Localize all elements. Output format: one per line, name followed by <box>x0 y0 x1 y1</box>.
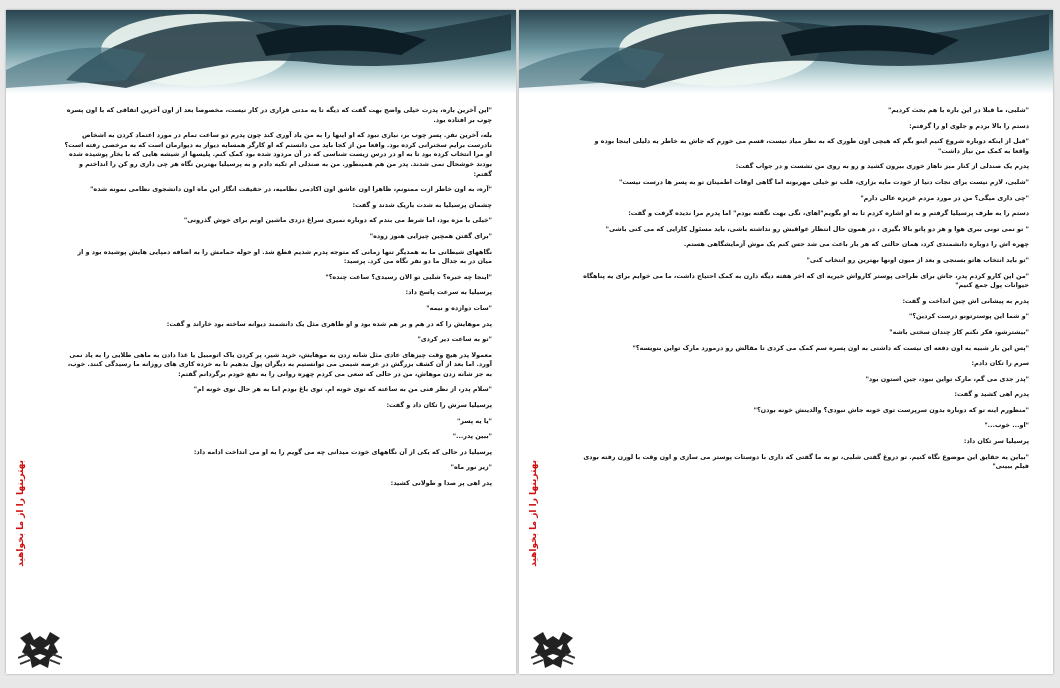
paragraph: "ببین پدر..." <box>452 432 492 441</box>
paragraph: نگاههای شیطانی ما به همدیگر تنها زمانی که متوجه پدرم شدیم قطع شد. او حوله حمامش را به اضافه دمپایی هایش پوشیده بود و از میان در به جدال ما دو نفر نگاه می کرد. پرسید: <box>77 247 492 266</box>
page-text <box>577 106 1029 478</box>
paragraph: "آره، به اون خاطر ازت ممنونم، ظاهرا اون عاشق اون اکادمی نظامیه، در حقیقت انگار این ماه اون دانشجوی نظامی نمونه شده" <box>90 185 492 194</box>
paragraph: "این آخرین باره، پدرت خیلی واضح بهت گفت که دیگه تا یه مدتی قراری در کار نیست، مخصوصا بعد از اون آخرین اتفاقی که با اون پسره چوب بر افتاده بود. <box>66 106 492 124</box>
paragraph: "شلبی، لازم نیست برای نجات دنیا از خودت مایه بزاری، قلب تو خیلی مهربونه اما گاهی اوقات اطمینان تو به پسر ها درست نیست" <box>619 177 1029 186</box>
paragraph: چشمان پرسیلیا به شدت باریک شدند و گفت: <box>352 200 492 209</box>
paragraph: پدرم به پیشانی اش چین انداخت و گفت: <box>902 296 1029 305</box>
paragraph: "بیشترشو، فکر نکنم کار چندان سختی باشه" <box>889 327 1029 336</box>
paragraph: "پدر جدی می گم، مارک تواین نبود، جین استون بود" <box>865 374 1029 383</box>
paragraph: "تو به ساعت دیر کردی" <box>417 335 492 344</box>
paragraph: پدرم اهی کشید و گفت: <box>954 390 1029 399</box>
document-page-right <box>519 10 1053 674</box>
wolf-medallion-logo-icon <box>18 628 62 672</box>
paragraph: بله، آخرین نفر. پسر چوب بر، نیازی نبود که او اینها را به من یاد آوری کند چون پدرم دو ساعت تمام در مورد اعتماد کردن به اشخاص نادرست برایم سخنرانی کرده بود. واقعا من از کجا باید می دانستم که او کارگر همسایه دیوار به دیوارمان است که به مرخصی رفته است؟ او مرا انتخاب کرده بود تا به او در درس زیست شناسی که در آن مردود شده بود کمک کنم. پلیسها از شیشه هایی که با بخار پوشیده شده بودند خوشحال نمی شدند. پدر من هم همینطور. من به صندلی ام تکیه دادم و به پرسیلیا بهترین نگاه هر چی داری رو کن را انداختم و گفتم: <box>64 131 492 178</box>
paragraph: "زیر نور ماه" <box>450 463 492 472</box>
paragraph: دستم را بالا بردم و جلوی او را گرفتم: <box>909 121 1029 130</box>
paragraph: "قبل از اینکه دوباره شروع کنیم اینو بگم که هیچی اون طوری که به نظر میاد نیست، قسم می خورم که جاش به خاطر یه دلیلی اینجا بوده و واقعا به کمک من نیاز داشت" <box>594 137 1029 155</box>
paragraph: پرسیلیا سر تکان داد: <box>963 437 1029 446</box>
paragraph: چهره اش را دوباره دانشمندی کرد، همان حالتی که هر بار باعث می شد حس کنم یک موش آزمایشگاهی هستم. <box>683 240 1029 249</box>
paragraph: پدرم یک صندلی از کنار میز ناهار خوری بیرون کشید و رو به روی من نشست و در جواب گفت: <box>735 162 1029 171</box>
paragraph: پدر اهی پر صدا و طولانی کشید: <box>390 479 492 488</box>
paragraph: "سلام پدر، از نظر فنی من به ساعته که توی خونه ام. توی باغ بودم اما به هر حال توی خونه ام" <box>193 385 492 394</box>
paragraph: "پس این بار شبیه به اون دفعه ای نیست که داشتی به اون پسره سم کمک می کردی تا مقالش رو درمورد مارک تواین بنویسه؟" <box>632 343 1029 352</box>
document-page-left <box>6 10 516 674</box>
paragraph: "بیاین یه حقایق این موضوع نگاه کنیم. تو دروغ گفتی شلبی، تو به ما گفتی که داری با دوستات پوستر می سازی و اون وقت با لورن رفته بودی فیلم ببینی" <box>583 452 1029 471</box>
paragraph: "و شما این پوسترتونو درست کردین؟" <box>909 312 1029 321</box>
wolf-medallion-logo-icon <box>531 628 575 672</box>
paragraph: سرم را تکان دادم: <box>971 359 1029 368</box>
paragraph: "او... خوب..." <box>984 421 1029 430</box>
paragraph: پرسیلیا در حالی که یکی از آن نگاههای خودت میدانی چه می گویم را به او می انداخت ادامه داد: <box>193 447 492 456</box>
paragraph: "شلبی، ما قبلا در این باره با هم بحث کردیم" <box>887 106 1029 114</box>
paragraph: "خیلی با مزه بود، اما شرط می بندم که دوباره نمیری سراغ دزدی ماشین اونم برای خوش گذرونی" <box>183 216 492 225</box>
paragraph: "تو باید انتخاب هاتو بسنجی و بعد از میون اونها بهترین رو انتخاب کنی" <box>806 255 1029 264</box>
page-text <box>64 106 492 495</box>
paragraph: پرسیلیا به سرعت پاسخ داد: <box>405 288 492 297</box>
paragraph: "برای گفتن همچین چیزایی هنوز زوده" <box>369 231 492 240</box>
dragon-banner <box>6 10 516 94</box>
paragraph: "چی داری میگی؟ من در مورد مردم غریزه عالی دارم" <box>860 193 1029 202</box>
paragraph: "یا یه پسر" <box>456 416 492 425</box>
paragraph: " تو نمی تونی ببری هوا و هر دو پاتو بالا بگیری ، در همون حال انتظار عواقبش رو نداشته باشی، باید مسئول کارایی که می کنی باشی" <box>605 224 1029 233</box>
side-watermark-text: بهترینها را از ما بخواهید <box>16 460 26 567</box>
paragraph: "من این کارو کردم پدر، جاش برای طراحی پوستر کارواش خیریه ای که اخر هفته دیگه دارن به کمک احتیاج داشت، ما می خوایم برای یه پناهگاه حیوانات پول جمع کنیم" <box>583 271 1029 290</box>
side-watermark-text: بهترینها را از ما بخواهید <box>529 460 539 567</box>
dragon-banner <box>519 10 1053 94</box>
paragraph: پدر موهایش را که در هم و بر هم شده بود و او ظاهری مثل یک دانشمند دیوانه ساخته بود خاراند و گفت: <box>166 319 492 328</box>
paragraph: دستم را به طرف پرسیلیا گرفتم و به او اشاره کردم تا به او بگویم"اهای، نگی بهت نگفته بودم" اما پدرم مرا ندیده گرفت و گفت: <box>628 209 1029 218</box>
paragraph: "اینجا چه خبره؟ شلبی تو الان رسیدی؟ ساعت چنده؟" <box>325 272 492 281</box>
paragraph: "منظورم اینه تو که دوباره بدون سرپرست توی خونه جاش نبودی؟ والدینش خونه بودن؟" <box>753 405 1029 414</box>
paragraph: "سات دوازده و نیمه" <box>426 303 492 312</box>
paragraph: پرسیلیا سرش را تکان داد و گفت: <box>386 401 492 410</box>
paragraph: معمولا پدر هیچ وقت چیزهای عادی مثل شانه زدن به موهایش، خرید شیر، پر کردن باک اتومبیل یا غذا دادن به ماهی طلایی را به یاد نمی آورد. اما بعد از آن کشف بزرگش در عرصه شیمی می توانستیم به دیگران پول بدهیم تا به خرده کاری های روزانه ما رسیدگی کنند. خوب، به جز شانه زدن موهاش، من در حالی که سعی می کردم چهره روانی را به نفع خودم برگردانم گفتم: <box>67 350 492 378</box>
